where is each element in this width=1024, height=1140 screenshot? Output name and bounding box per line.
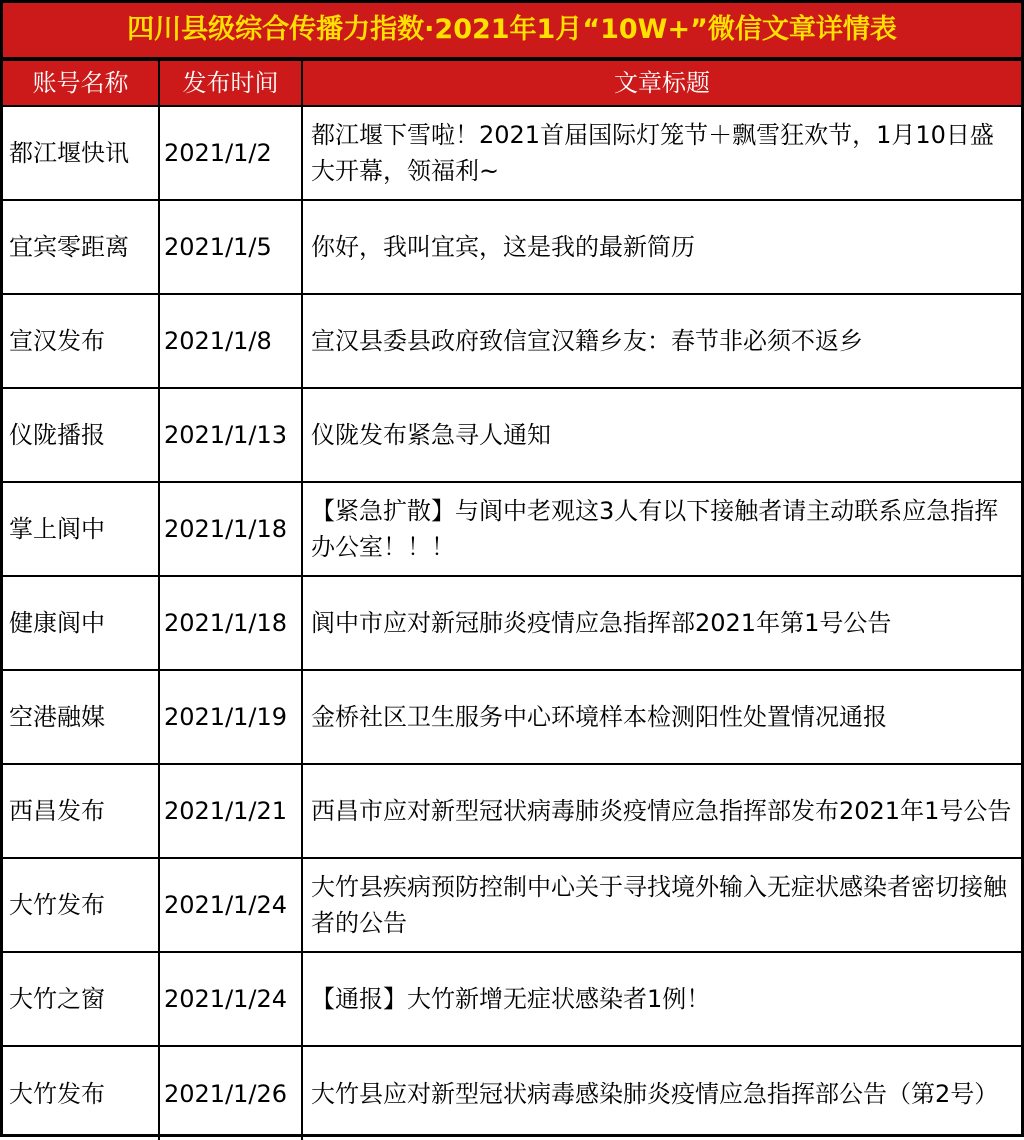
table-row xyxy=(3,200,1021,294)
date-cell: 2021/1/8 xyxy=(159,294,302,388)
account-cell: 大竹发布 xyxy=(3,858,159,952)
article-table xyxy=(3,59,1021,1140)
table-row xyxy=(3,952,1021,1046)
account-cell: 掌上阆中 xyxy=(3,482,159,576)
article-title-cell: 【通报】大竹新增无症状感染者1例！ xyxy=(302,952,1021,1046)
article-title-cell: 宣汉县委县政府致信宣汉籍乡友：春节非必须不返乡 xyxy=(302,294,1021,388)
table-row xyxy=(3,294,1021,388)
header-account: 账号名称 xyxy=(3,60,159,106)
header-date: 发布时间 xyxy=(159,60,302,106)
account-cell: 大竹发布 xyxy=(3,1046,159,1140)
date-cell: 2021/1/21 xyxy=(159,764,302,858)
table-row xyxy=(3,1046,1021,1140)
account-cell: 大竹之窗 xyxy=(3,952,159,1046)
account-cell: 西昌发布 xyxy=(3,764,159,858)
table-row xyxy=(3,858,1021,952)
table-row xyxy=(3,764,1021,858)
date-cell: 2021/1/2 xyxy=(159,106,302,200)
header-article: 文章标题 xyxy=(302,60,1021,106)
date-cell: 2021/1/18 xyxy=(159,576,302,670)
table-row xyxy=(3,482,1021,576)
account-cell: 健康阆中 xyxy=(3,576,159,670)
table-row xyxy=(3,670,1021,764)
date-cell: 2021/1/5 xyxy=(159,200,302,294)
article-title-cell: 【紧急扩散】与阆中老观这3人有以下接触者请主动联系应急指挥办公室！！！ xyxy=(302,482,1021,576)
article-title-cell: 西昌市应对新型冠状病毒肺炎疫情应急指挥部发布2021年1号公告 xyxy=(302,764,1021,858)
table-header-row xyxy=(3,60,1021,106)
account-cell: 宜宾零距离 xyxy=(3,200,159,294)
date-cell: 2021/1/26 xyxy=(159,1046,302,1140)
table-row xyxy=(3,388,1021,482)
table-row xyxy=(3,576,1021,670)
account-cell: 空港融媒 xyxy=(3,670,159,764)
date-cell: 2021/1/18 xyxy=(159,482,302,576)
article-title-cell: 阆中市应对新冠肺炎疫情应急指挥部2021年第1号公告 xyxy=(302,576,1021,670)
article-title-cell: 你好，我叫宜宾，这是我的最新简历 xyxy=(302,200,1021,294)
article-title-cell: 大竹县疾病预防控制中心关于寻找境外输入无症状感染者密切接触者的公告 xyxy=(302,858,1021,952)
article-title-cell: 金桥社区卫生服务中心环境样本检测阳性处置情况通报 xyxy=(302,670,1021,764)
article-title-cell: 都江堰下雪啦！2021首届国际灯笼节＋飘雪狂欢节，1月10日盛大开幕，领福利~ xyxy=(302,106,1021,200)
account-cell: 都江堰快讯 xyxy=(3,106,159,200)
account-cell: 仪陇播报 xyxy=(3,388,159,482)
date-cell: 2021/1/13 xyxy=(159,388,302,482)
date-cell: 2021/1/24 xyxy=(159,858,302,952)
article-title-cell: 大竹县应对新型冠状病毒感染肺炎疫情应急指挥部公告（第2号） xyxy=(302,1046,1021,1140)
date-cell: 2021/1/19 xyxy=(159,670,302,764)
report-title: 四川县级综合传播力指数·2021年1月“10W+”微信文章详情表 xyxy=(3,3,1021,59)
article-title-cell: 仪陇发布紧急寻人通知 xyxy=(302,388,1021,482)
date-cell: 2021/1/24 xyxy=(159,952,302,1046)
account-cell: 宣汉发布 xyxy=(3,294,159,388)
table-row xyxy=(3,106,1021,200)
